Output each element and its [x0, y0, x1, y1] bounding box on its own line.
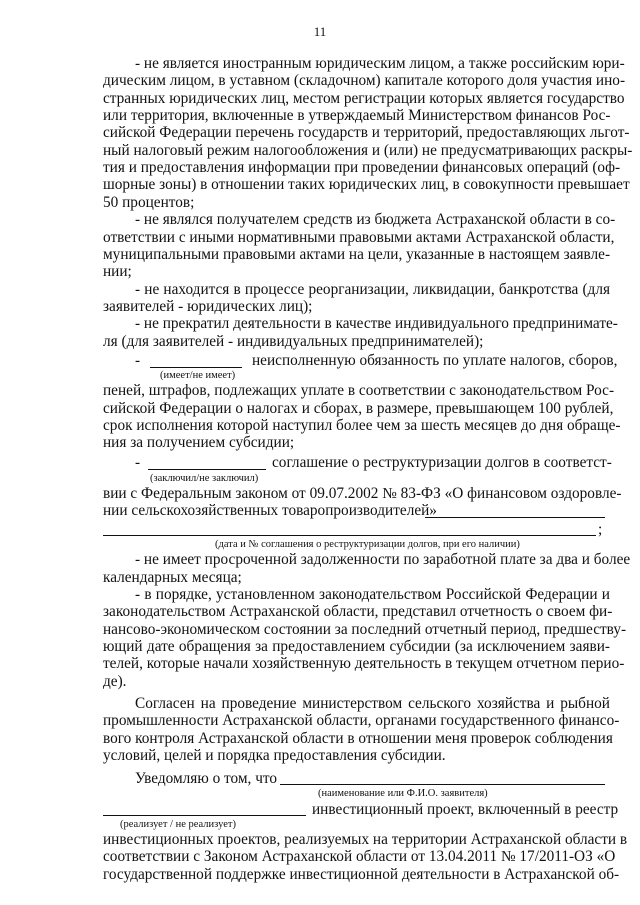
text-line: вии с Федеральным законом от 09.07.2002 № 83-ФЗ «О финансовом оздоровле- — [103, 484, 622, 502]
text-line: нансово-экономическом состоянии за последний отчетный период, предшеству- — [103, 620, 627, 638]
realizuet-blank-line — [103, 815, 306, 816]
applicant-name-blank-line — [280, 784, 605, 785]
text-line: - не находится в процессе реорганизации, ликвидации, банкротства (для — [135, 280, 610, 298]
text-line: инвестиционных проектов, реализуемых на территории Астраханской области в — [103, 831, 628, 848]
text-line: ния за получением субсидии; — [103, 434, 295, 452]
text-line: инвестиционный проект, включенный в реестр — [312, 800, 619, 818]
applicant-name-caption: (наименование или Ф.И.О. заявителя) — [318, 788, 488, 799]
text-line: соответствии с Законом Астраханской области от 13.04.2011 № 17/2011-ОЗ «О — [103, 848, 616, 866]
text-line: заявителей - юридических лиц); — [103, 298, 313, 315]
text-line: дическим лицом, в уставном (складочном) капитале которого доля участия ино- — [103, 72, 626, 90]
dash: - — [135, 351, 141, 369]
text-line: - в порядке, установленном законодательством Российской Федерации и — [135, 586, 610, 603]
text-line: календарных месяца; — [103, 568, 242, 586]
semicolon: ; — [598, 521, 603, 539]
agreement-blank-line-1 — [425, 517, 605, 518]
imeet-caption: (имеет/не имеет) — [160, 370, 236, 382]
text-line: государственной поддержке инвестиционной деятельности в Астраханской об- — [103, 865, 620, 883]
text-line: соглашение о реструктуризации долгов в соответст- — [272, 454, 612, 472]
text-line: - не является иностранным юридическим лицом, а также российским юри- — [135, 54, 625, 72]
text-line: нии сельскохозяйственных товаропроизводителей» — [103, 501, 437, 519]
text-line: неисполненную обязанность по уплате налогов, сборов, — [252, 351, 618, 369]
text-line: срок исполнения которой наступил более чем за шесть месяцев до дня обраще- — [103, 416, 621, 434]
text-line: нии; — [103, 263, 132, 281]
imeet-blank-line — [150, 367, 242, 368]
text-line: Уведомляю о том, что — [135, 769, 278, 787]
agreement-blank-line-2 — [103, 535, 596, 536]
text-line: ответствии с иными нормативными правовыми актами Астраханской области, — [103, 228, 615, 246]
zaklyuchil-blank-line — [148, 469, 266, 470]
text-line: - не являлся получателем средств из бюджета Астраханской области в со- — [135, 211, 616, 229]
text-line: сийской Федерации о налогах и сборах, в размере, превышающем 100 рублей, — [103, 399, 614, 417]
text-line: шорные зоны) в отношении таких юридических лиц, в совокупности превышает — [103, 176, 630, 194]
text-line: пеней, штрафов, подлежащих уплате в соответствии с законодательством Рос- — [103, 382, 615, 400]
text-line: или территория, включенные в утверждаемый Министерством финансов Рос- — [103, 107, 611, 124]
text-line: тия и предоставления информации при проведении финансовых операций (оф- — [103, 159, 621, 177]
text-line: промышленности Астраханской области, органами государственного финансо- — [103, 712, 620, 730]
text-line: де). — [103, 672, 127, 690]
realizuet-caption: (реализует / не реализует) — [120, 819, 236, 831]
text-line: условий, целей и порядка предоставления субсидии. — [103, 746, 446, 764]
text-line: телей, которые начали хозяйственную деятельность в текущем отчетном перио- — [103, 655, 625, 673]
text-line: вого контроля Астраханской области в отношении меня проверок соблюдения — [103, 729, 613, 747]
text-line: законодательством Астраханской области, представил отчетность о своем фи- — [103, 603, 613, 621]
text-line: - не имеет просроченной задолженности по заработной плате за два и более — [135, 551, 631, 569]
text-line: - не прекратил деятельности в качестве индивидуального предпринимате- — [135, 315, 618, 333]
text-line: ющий дате обращения за предоставлением субсидии (за исключением заяви- — [103, 638, 610, 656]
text-line: ля (для заявителей - индивидуальных предпринимателей); — [103, 332, 484, 350]
text-line: странных юридических лиц, местом регистрации которых является государство — [103, 89, 625, 107]
text-line: 50 процентов; — [103, 193, 195, 211]
zaklyuchil-caption: (заключил/не заключил) — [150, 472, 259, 484]
text-line: муниципальными правовыми актами на цели, указанные в настоящем заявле- — [103, 245, 611, 263]
text-line: Согласен на проведение министерством сельского хозяйства и рыбной — [135, 694, 610, 712]
text-line: сийской Федерации перечень государств и территорий, предоставляющих льгот- — [103, 124, 630, 142]
agreement-date-caption: (дата и № соглашения о реструктуризации долгов, при его наличии) — [215, 539, 520, 551]
dash: - — [135, 454, 141, 472]
page-number: 11 — [313, 24, 327, 39]
text-line: ный налоговый режим налогообложения и (или) не предусматривающих раскры- — [103, 141, 633, 159]
